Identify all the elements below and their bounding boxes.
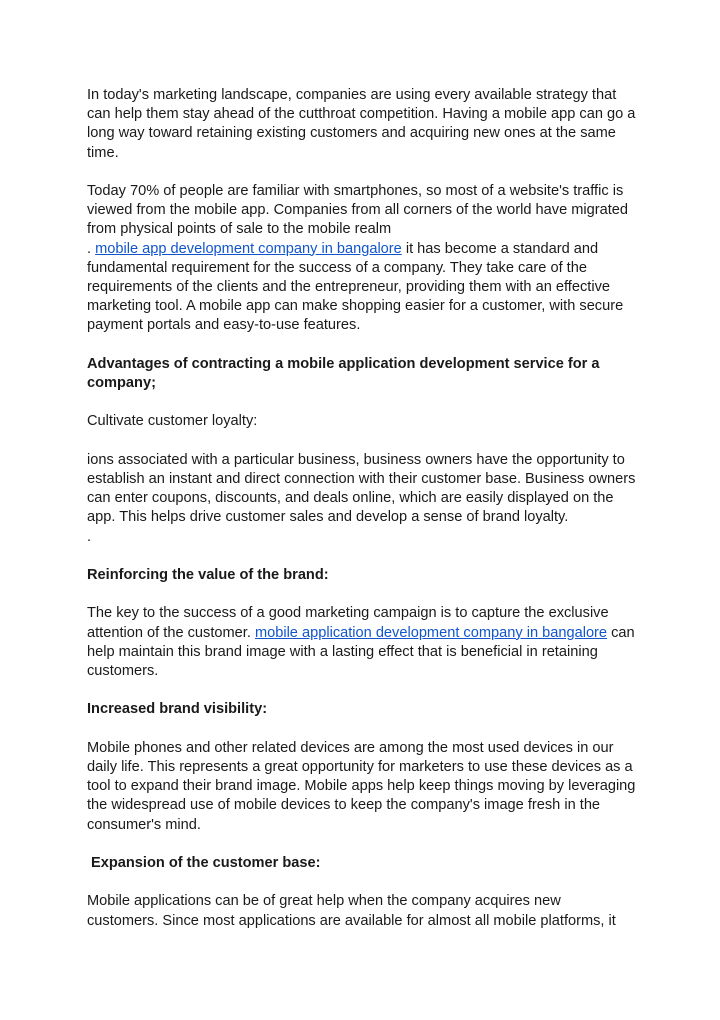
text-line: Mobile phones and other related devices are among the most used devices in our <box>87 739 614 756</box>
brand-value-heading <box>87 566 647 585</box>
loyalty-paragraph <box>87 451 647 547</box>
text-line: long way toward retaining existing customers and acquiring new ones at the same <box>87 125 616 142</box>
text-line: In today's marketing landscape, companies are using every available strategy that <box>87 87 617 103</box>
text-line: can help them stay ahead of the cutthroat competition. Having a mobile app can go a <box>87 106 636 123</box>
text-line: customers. <box>87 663 159 679</box>
brand-value-paragraph <box>87 604 647 681</box>
text-line: . <box>87 528 92 545</box>
brand-visibility-heading <box>87 700 647 719</box>
text-line-with-link <box>87 624 647 643</box>
text-after-link: it has become a standard and <box>401 240 599 257</box>
customer-base-paragraph <box>87 892 647 930</box>
text-line: customers. Since most applications are available for almost all mobile platforms, it <box>87 912 616 929</box>
brand-visibility-paragraph <box>87 739 647 835</box>
text-line: the widespread use of mobile devices to keep the company's image fresh in the <box>87 797 601 814</box>
text-line: marketing tool. A mobile app can make shopping easier for a customer, with secure <box>87 298 624 315</box>
text-line: Today 70% of people are familiar with smartphones, so most of a website's traffic is <box>87 183 624 199</box>
text-line: from physical points of sale to the mobile realm <box>87 221 392 238</box>
text-line: requirements of the clients and the entrepreneur, providing them with an effective <box>87 279 610 296</box>
heading-line: Advantages of contracting a mobile application development service for a <box>87 355 600 372</box>
text-line: time. <box>87 144 119 161</box>
text-line: help maintain this brand image with a lasting effect that is beneficial in retaining <box>87 643 598 660</box>
text-line: The key to the success of a good marketing campaign is to capture the exclusive <box>87 605 609 622</box>
text-line: viewed from the mobile app. Companies from all corners of the world have migrated <box>87 202 629 219</box>
link-prefix: . <box>87 240 96 257</box>
text-line: tool to expand their brand image. Mobile apps help keep things moving by leveraging <box>87 778 636 795</box>
heading-line: company; <box>87 375 156 392</box>
customer-loyalty-subheading <box>87 412 647 431</box>
heading-line: Expansion of the customer base: <box>91 854 321 871</box>
text-before-link: attention of the customer. <box>87 624 255 641</box>
document-page <box>87 86 647 931</box>
advantages-heading <box>87 355 647 393</box>
intro-paragraph <box>87 86 647 163</box>
text-line-with-link <box>87 240 647 259</box>
text-after-link: can <box>607 624 635 641</box>
text-line: establish an instant and direct connection with their customer base. Business owners <box>87 471 636 487</box>
text-line: fundamental requirement for the success of a company. They take care of the <box>87 259 587 276</box>
text-line: daily life. This represents a great opportunity for marketers to use these devices as a <box>87 758 633 775</box>
heading-line: Increased brand visibility: <box>87 701 268 718</box>
mobile-application-development-link[interactable]: mobile application development company in bangalore <box>254 624 608 641</box>
mobile-app-development-link[interactable]: mobile app development company in bangalore <box>95 240 402 257</box>
customer-base-heading <box>87 854 647 873</box>
text-line: Mobile applications can be of great help when the company acquires new <box>87 893 561 910</box>
text-line: app. This helps drive customer sales and develop a sense of brand loyalty. <box>87 509 569 526</box>
text-line: can enter coupons, discounts, and deals online, which are easily displayed on the <box>87 490 614 507</box>
heading-line: Reinforcing the value of the brand: <box>87 567 329 583</box>
smartphone-paragraph <box>87 182 647 336</box>
text-line: Cultivate customer loyalty: <box>87 413 258 430</box>
text-line: payment portals and easy-to-use features. <box>87 317 361 334</box>
text-line: consumer's mind. <box>87 816 201 833</box>
text-line: ions associated with a particular business, business owners have the opportunity to <box>87 451 625 468</box>
